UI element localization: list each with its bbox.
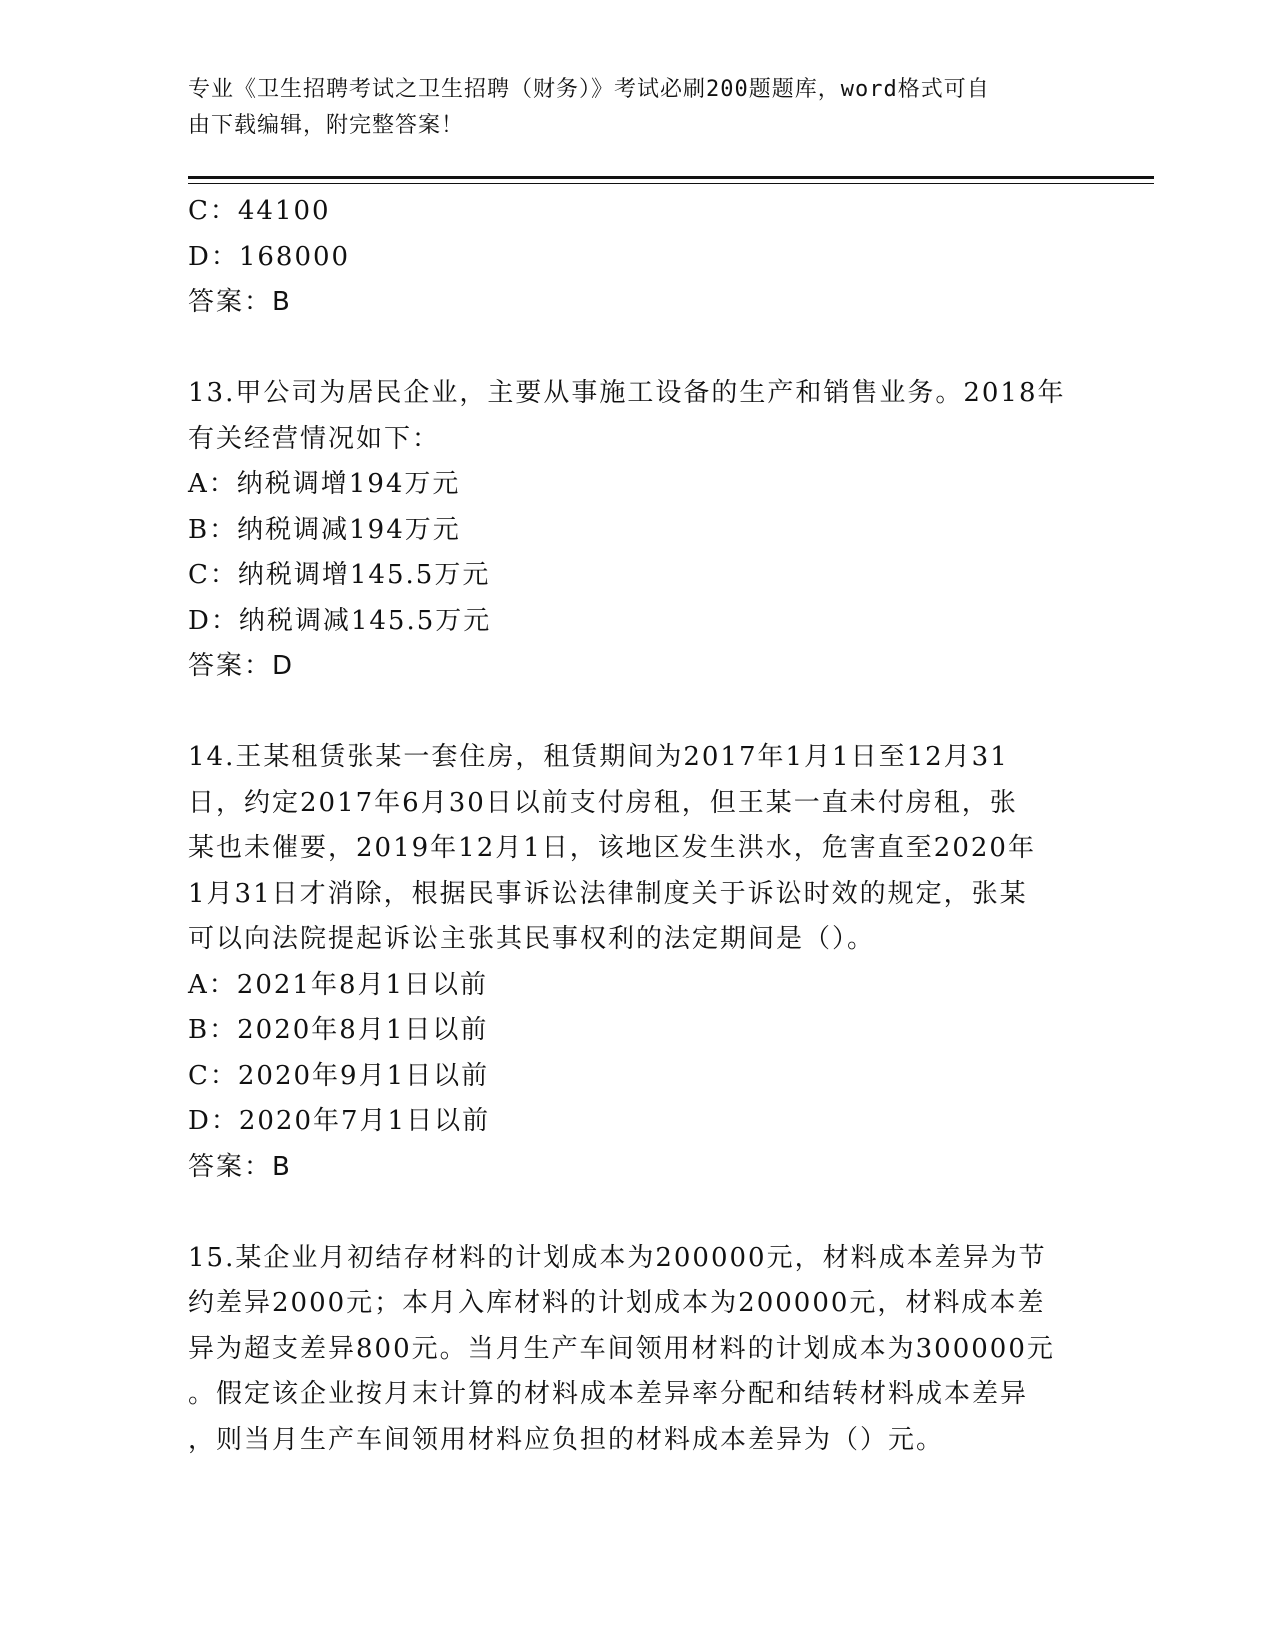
question-text-line: ，则当月生产车间领用材料应负担的材料成本差异为（）元。 [188,1424,945,1455]
option-c: C：纳税调增145.5万元 [188,560,491,590]
question-15 [188,1236,1088,1464]
question-text-line: 1月31日才消除，根据民事诉讼法律制度关于诉讼时效的规定，张某 [188,878,1028,909]
question-text-line: 。假定该企业按月末计算的材料成本差异率分配和结转材料成本差异 [188,1379,1029,1409]
header-divider-thin [188,183,1154,184]
option-b: B：纳税调减194万元 [188,514,461,545]
page-header [188,72,1068,144]
spacer [188,326,1088,372]
question-text-line: 某也未催要，2019年12月1日，该地区发生洪水，危害直至2020年 [188,833,1036,863]
document-body [188,189,1088,1463]
header-divider-thick [188,176,1154,179]
question-text-line: 约差异2000元；本月入库材料的计划成本为200000元，材料成本差 [188,1288,1046,1318]
question-text-line: 14.王某租赁张某一套住房，租赁期间为2017年1月1日至12月31 [188,742,1009,772]
option-a: A：纳税调增194万元 [188,469,461,499]
question-text-line: 15.某企业月初结存材料的计划成本为200000元，材料成本差异为节 [188,1242,1047,1273]
question-text-line: 异为超支差异800元。当月生产车间领用材料的计划成本为300000元 [188,1333,1055,1364]
question-text-line: 13.甲公司为居民企业，主要从事施工设备的生产和销售业务。2018年 [188,378,1066,408]
question-text-line: 日，约定2017年6月30日以前支付房租，但王某一直未付房租，张 [188,787,1018,818]
option-c: C：2020年9月1日以前 [188,1060,490,1091]
spacer [188,690,1088,736]
answer-line: 答案：B [188,287,292,317]
answer-line: 答案：B [188,1151,292,1182]
option-c: C：44100 [188,196,331,226]
question-12-tail [188,189,1088,326]
option-d: D：2020年7月1日以前 [188,1106,491,1136]
question-14 [188,735,1088,1190]
question-text-line: 可以向法院提起诉讼主张其民事权利的法定期间是（）。 [188,924,876,954]
option-d: D：纳税调减145.5万元 [188,605,492,636]
spacer [188,1190,1088,1236]
option-d: D：168000 [188,241,351,272]
question-13 [188,371,1088,690]
question-text-line: 有关经营情况如下： [188,423,441,454]
option-a: A：2021年8月1日以前 [188,969,489,1000]
option-b: B：2020年8月1日以前 [188,1015,489,1045]
header-line-1: 专业《卫生招聘考试之卫生招聘（财务）》考试必刷200题题库，word格式可自 [188,77,990,102]
header-line-2: 由下载编辑，附完整答案！ [188,113,465,138]
answer-line: 答案：D [188,651,295,681]
